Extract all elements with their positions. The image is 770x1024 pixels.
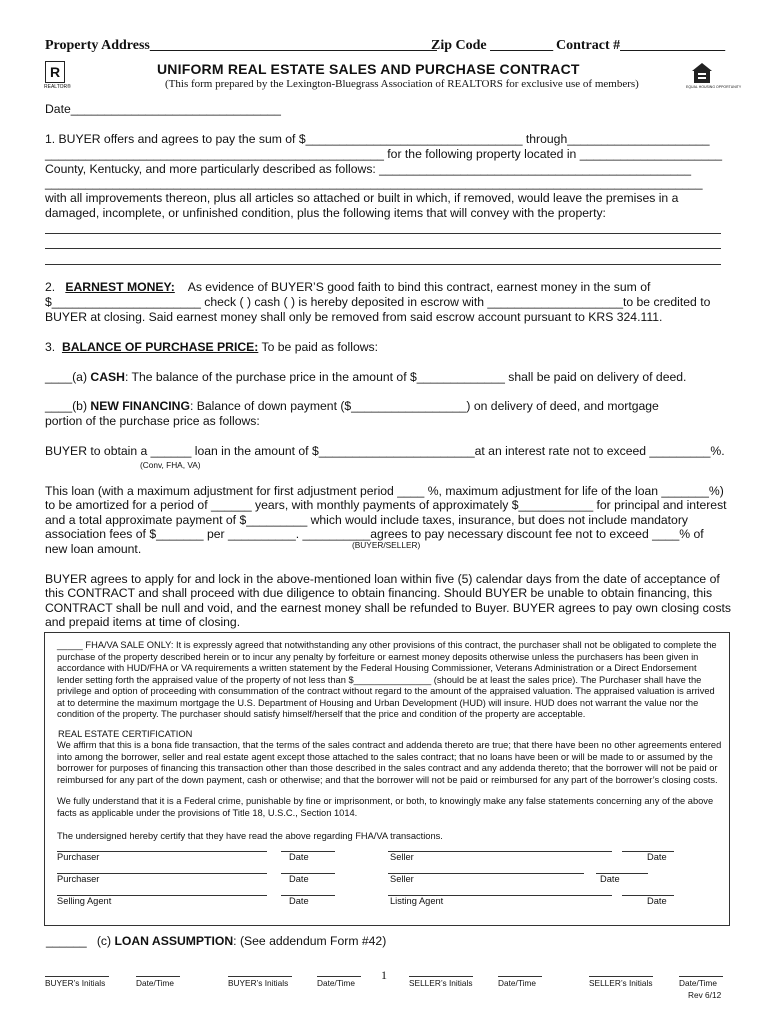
cash-prefix: ____(a) [45,370,88,384]
s2-line3: BUYER at closing. Said earnest money shall only be removed from said escrow account pursuant to KRS 324.111. [45,310,663,324]
initials-line [136,976,180,977]
equal-housing-text: EQUAL HOUSING OPPORTUNITY [686,85,742,89]
seller-initials-1: SELLER’s Initials [409,978,473,988]
datetime-3: Date/Time [498,978,536,988]
amort-line5: new loan amount. [45,542,142,556]
items-blank-line-1 [45,233,721,234]
assumption-bold: LOAN ASSUMPTION [114,934,234,948]
realtor-logo-text: REALTOR® [44,84,71,90]
fin-line2: portion of the purchase price as follows: [45,414,260,428]
sig-selling-agent: Selling Agent [57,896,112,906]
items-blank-line-3 [45,264,721,265]
sig-date-1: Date [289,852,309,862]
s1-line4: _________________________________________________________________________________________________ [45,176,703,190]
cash-line [45,370,686,384]
amort-line1: This loan (with a maximum adjustment for first adjustment period ____ %, maximum adjustment for life of the loan _______%) [45,484,724,498]
amort-line4: association fees of $_______ per __________. __________agrees to pay necessary discount fee not to exceed ____% of [45,527,704,541]
apply-line1: BUYER agrees to apply for and lock in the above-mentioned loan within five (5) calendar days from the date of acceptance of [45,572,720,586]
sig-listing-date: Date [647,896,667,906]
earnest-money-heading: EARNEST MONEY: [65,280,175,294]
fha-p1-line-3: lender setting forth the appraised value of the property of not less than $_______________ (should be at least the sales price). The Purchaser shall have the [57,674,702,685]
loan-assumption-line [46,934,386,948]
revision: Rev 6/12 [688,990,722,1000]
assumption-rest: : (See addendum Form #42) [233,934,387,948]
initials-line [409,976,473,977]
balance-heading: BALANCE OF PURCHASE PRICE: [61,340,259,354]
apply-line2: this CONTRACT and shall proceed with due diligence to obtain financing. Should BUYER be unable to obtain financing, this [45,586,713,600]
buyer-initials-1: BUYER’s Initials [45,978,106,988]
cert-heading: REAL ESTATE CERTIFICATION [58,729,193,739]
assumption-label: (c) [96,934,112,948]
s2-heading [45,280,650,294]
sig-date-2: Date [289,874,309,884]
s1-line5: with all improvements thereon, plus all articles so attached or built in which, if removed, would leave the premises in a [45,191,679,205]
property-address-label: Property Address_________________________________________ [45,38,437,53]
fin-prefix: ____(b) [45,399,88,413]
s3-heading [45,340,378,354]
fha-p2-line-0: We affirm that this is a bona fide transaction, that the terms of the sales contract and addenda thereto are true; that there have been no other agreements entered [57,740,722,750]
initials-line [317,976,361,977]
fha-p2-line-2: borrower for purposes of financing this transaction other than those described in the sales contract and any addenda thereto; that the borrower will not be paid or [57,763,718,773]
sig-purchaser-1: Purchaser [57,852,100,862]
apply-line3: CONTRACT shall be null and void, and the earnest money shall be refunded to Buyer. BUYER agrees to pay own closing costs [45,601,732,615]
fin-label: NEW FINANCING [90,399,190,413]
amort-line3: and a total approximate payment of $_________ which would include taxes, insurance, but does not include mandatory [45,513,688,527]
initials-line [228,976,292,977]
sig-purchaser-2: Purchaser [57,874,100,884]
buyer-seller-note: (BUYER/SELLER) [352,540,421,550]
seller-initials-2: SELLER’s Initials [589,978,653,988]
fha-p1-line-4: privilege and option of proceeding with consummation of the contract without regard to the amount of the appraised valuation. The appraised valuation is arrived [57,686,715,696]
fha-p1-line-2: accordance with HUD/FHA or VA requirements a written statement by the Federal Housing Commissioner, Veterans Administration or a Direct Endorsement [57,663,697,673]
sig-seller-2: Seller [390,874,414,884]
fha-p2-line-3: reimbursed for any part of the down payment, cash or otherwise; and that the borrower will not be paid or reimbursed for any part of the borrower’s closing costs. [57,774,718,785]
initials-line [498,976,542,977]
loan-type-note: (Conv, FHA, VA) [140,460,201,470]
s2-line2: $______________________ check ( ) cash ( ) is hereby deposited in escrow with ____________________to be credited to [45,295,711,309]
sig-seller-date-1: Date [647,852,667,862]
initials-line [589,976,653,977]
datetime-4: Date/Time [679,978,717,988]
fin-rest: : Balance of down payment ($_________________) on delivery of deed, and mortgage [189,399,659,413]
initials-line [679,976,723,977]
s1-line2: __________________________________________________ for the following property located in _____________________ [45,147,723,161]
contract-number-label: Contract #_______________ [556,38,726,53]
initials-line [45,976,109,977]
page-number: 1 [381,968,387,982]
s1-line3: County, Kentucky, and more particularly described as follows: ______________________________________________ [45,162,691,176]
s3-number: 3. [45,340,56,354]
amort-line2: to be amortized for a period of ______ years, with monthly payments of approximately $___________ for principal and interest [45,498,727,512]
equal-housing-icon [691,62,713,84]
financing-line [45,399,659,413]
s2-line1: As evidence of BUYER’S good faith to bind this contract, earnest money in the sum of [187,280,651,294]
sig-line [388,873,584,874]
fha-p1-line-5: at to determine the maximum mortgage the U.S. Department of Housing and Urban Development (HUD) will insure. HUD does not warrant the value nor the [57,697,699,708]
loan-line: BUYER to obtain a ______ loan in the amount of $_______________________at an interest rate not to exceed _________%. [45,444,725,458]
page-title: UNIFORM REAL ESTATE SALES AND PURCHASE CONTRACT [157,61,580,77]
buyer-initials-2: BUYER’s Initials [228,978,289,988]
certify-line: The undersigned hereby certify that they have read the above regarding FHA/VA transactions. [57,831,443,841]
datetime-2: Date/Time [317,978,355,988]
sig-seller-date-2: Date [600,874,620,884]
items-blank-line-2 [45,248,721,249]
sig-seller-1: Seller [390,852,414,862]
s3-heading-rest: To be paid as follows: [261,340,379,354]
fha-p2-line-1: into among the borrower, seller and real estate agent except those attached to the sales contract; that no loans have been or will be made to or assumed by the [57,751,713,762]
fha-p3-line-0: We fully understand that it is a Federal crime, punishable by fine or imprisonment, or both, to knowingly make any false statements concerning any of the above [57,796,714,806]
apply-line4: and prepaid items at time of closing. [45,615,241,629]
fha-p1-line-0: _____ FHA/VA SALE ONLY: It is expressly agreed that notwithstanding any other provisions of this contract, the purchaser shall not be obligated to complete the [57,640,717,650]
sig-date-3: Date [289,896,309,906]
fha-p3-line-1: facts as applicable under the provisions of Title 18, U.S.C., Section 1014. [57,807,358,818]
fha-p1-line-1: purchase of the property described herein or to incur any penalty by forfeiture or earnest money deposits otherwise unless the purchasers has been given in [57,651,699,662]
sig-listing-agent: Listing Agent [390,896,444,906]
date-line: Date_______________________________ [45,102,281,116]
page-subtitle: (This form prepared by the Lexington-Bluegrass Association of REALTORS for exclusive use of members) [165,78,639,90]
datetime-1: Date/Time [136,978,174,988]
zip-code-label: Zip Code _________ [431,38,554,53]
fha-p1-line-6: condition of the property. The purchaser should satisfy himself/herself that the price and condition of the property are acceptable. [57,709,586,719]
sig-line [388,851,612,852]
cash-rest: : The balance of the purchase price in the amount of $_____________ shall be paid on delivery of deed. [124,370,687,384]
s2-number: 2. [45,280,56,294]
cash-label: CASH [90,370,125,384]
assumption-prefix: ______ [46,934,87,948]
s1-line6: damaged, incomplete, or unfinished condition, plus the following items that will convey with the property: [45,206,606,220]
s1-line1: 1. BUYER offers and agrees to pay the sum of $________________________________ through_____________________ [45,132,710,146]
realtor-logo-icon: R [45,61,65,83]
